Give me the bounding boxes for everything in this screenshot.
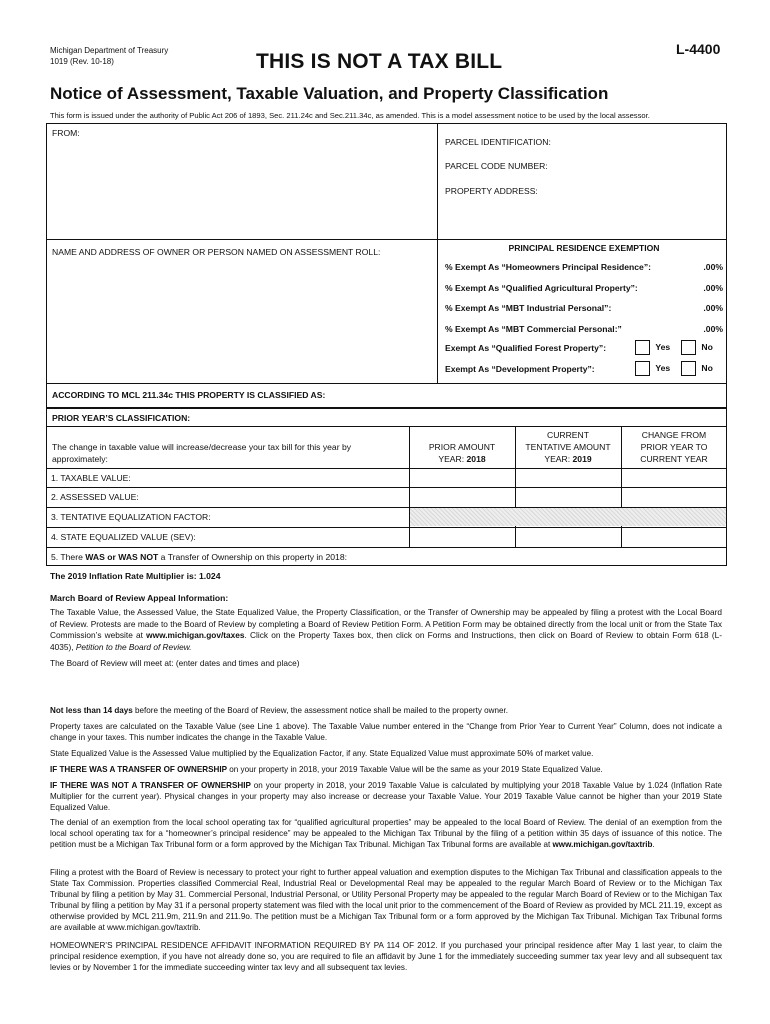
exemption-row <box>445 303 723 313</box>
note-14-days <box>50 705 722 716</box>
note-filing-protest: Filing a protest with the Board of Review is necessary to protect your right to further appeal valuation and exemption disputes to the Michigan Tax Tribunal and classification appeals to the State Tax Commission. Properties classified Commercial Real, Industrial Real or Developmental Real may be appealed to the regular March Board of Review or to the Michigan Tax Tribunal by filing a petition by May 31. Commercial Personal, Industrial Personal, or Utility Personal Property may be appealed to the regular March Board of Review or to the Michigan Tax Tribunal by filing a petition by May 31 if a personal property statement was filed with the local unit prior to the commencement of the Board of Review as provided by MCL 211.19, except as otherwise provided by MCL 211.9m, 211.9n and 211.9o. The petition must be a Michigan Tax Tribunal form or a form approved by the Michigan Tax Tribunal. Michigan Tax Tribunal forms are available at www.michigan.gov/taxtrib. <box>50 868 722 932</box>
inflation-rate-text: The 2019 Inflation Rate Multiplier is: 1.024 <box>50 571 221 581</box>
development-property-label: Exempt As “Development Property”: <box>445 364 595 374</box>
prior-amount-title: PRIOR AMOUNT <box>428 442 496 452</box>
top-box-divider <box>437 123 438 383</box>
board-meeting-text: The Board of Review will meet at: (enter dates and times and place) <box>50 658 300 668</box>
appeal-paragraph <box>50 607 722 653</box>
current-year-value: 2019 <box>572 454 592 464</box>
note-exemption-text: The denial of an exemption from the local school operating tax for “qualified agricultural properties” may be appealed to the local Board of Review. The denial of an exemption from the local school operating tax for a “homeowner’s principal residence” may be appealed to the Michigan Tax Tribunal by the filing of a petition within 35 days of issuance of this notice. The petition must be a Michigan Tax Tribunal form or a form approved by the Michigan Tax Tribunal. Michigan Tax Tribunal forms are available at <box>50 818 722 849</box>
appeal-heading: March Board of Review Appeal Information: <box>50 593 229 603</box>
owner-name-address-label: NAME AND ADDRESS OF OWNER OR PERSON NAMED ON ASSESSMENT ROLL: <box>52 247 381 257</box>
appeal-text-a: The Taxable Value, the Assessed Value, the State Equalized Value, the Property Classification, or the Transfer of Ownership may be appealed by filing a protest with the Local Board of Review. Protests are made to the Board of Review by completing a Board of Review Petition Form. A Petition Form may be obtained directly from the local unit or from the State Tax Commission’s website at <box>50 607 722 640</box>
from-label: FROM: <box>52 128 80 138</box>
current-amount-year-row <box>515 453 621 465</box>
note-14-days-bold: Not less than 14 days <box>50 706 133 715</box>
table-row-label: 4. STATE EQUALIZED VALUE (SEV): <box>51 532 196 542</box>
exemption-row-value: .00% <box>703 324 723 334</box>
exemption-row <box>445 324 723 334</box>
exemption-row-label: % Exempt As “Homeowners Principal Residence”: <box>445 262 651 272</box>
forest-no-label: No <box>701 341 713 352</box>
prior-amount-header <box>409 441 515 465</box>
petition-form-title: Petition to the Board of Review. <box>75 641 192 652</box>
forest-no-option <box>681 340 713 355</box>
change-header-line-3: CURRENT YEAR <box>640 454 708 464</box>
exemption-row-label: % Exempt As “Qualified Agricultural Property”: <box>445 283 638 293</box>
development-property-row <box>445 364 723 374</box>
transfer-row-suffix: a Transfer of Ownership on this property in 2018: <box>158 552 347 562</box>
transfer-of-ownership-row <box>46 547 726 566</box>
equalization-shaded-cells <box>410 508 726 526</box>
exemption-row <box>445 262 723 272</box>
forest-yes-option <box>635 340 670 355</box>
transfer-of-ownership-text <box>51 552 347 562</box>
note-sev: State Equalized Value is the Assessed Value multiplied by the Equalization Factor, if any. State Equalized Value must approximate 50% of market value. <box>50 749 594 758</box>
page-title: Notice of Assessment, Taxable Valuation, and Property Classification <box>50 84 609 103</box>
taxes-website-link[interactable]: www.michigan.gov/taxes <box>146 630 245 640</box>
form-number: L-4400 <box>676 41 721 57</box>
exemption-row <box>445 283 723 293</box>
prior-year-label: YEAR: <box>438 454 465 464</box>
parcel-identification-label: PARCEL IDENTIFICATION: <box>445 137 551 147</box>
classification-label: ACCORDING TO MCL 211.34c THIS PROPERTY IS CLASSIFIED AS: <box>52 390 326 400</box>
note-transfer-bold: IF THERE WAS A TRANSFER OF OWNERSHIP <box>50 765 228 774</box>
development-yes-checkbox[interactable] <box>635 361 650 376</box>
property-address-label: PROPERTY ADDRESS: <box>445 186 538 196</box>
taxtrib-link[interactable]: www.michigan.gov/taxtrib <box>552 840 653 849</box>
note-homeowner-affidavit: HOMEOWNER’S PRINCIPAL RESIDENCE AFFIDAVIT INFORMATION REQUIRED BY PA 114 OF 2012. If you purchased your principal residence after May 1 last year, to claim the principal residence exemption, if you have not already done so, you are required to file an affidavit by June 1 for the immediately succeeding summer tax year levy and all subsequent tax levies or by November 1 for the immediate succeeding winter tax levy and all subsequent tax levies. <box>50 941 722 972</box>
change-header-line-1: CHANGE FROM <box>641 430 707 440</box>
development-yes-label: Yes <box>655 362 671 373</box>
form-revision: 1019 (Rev. 10-18) <box>50 57 114 66</box>
current-amount-subtitle: TENTATIVE AMOUNT <box>525 442 611 452</box>
note-exemption-end: . <box>652 840 655 849</box>
table-row <box>46 527 726 546</box>
note-no-transfer-bold: IF THERE WAS NOT A TRANSFER OF OWNERSHIP <box>50 781 251 790</box>
forest-yes-checkbox[interactable] <box>635 340 650 355</box>
transfer-row-prefix: 5. There <box>51 552 86 562</box>
parcel-code-label: PARCEL CODE NUMBER: <box>445 161 548 171</box>
note-no-transfer-text: on your property in 2018, your 2019 Taxable Value is calculated by multiplying your 2018 Taxable Value by 1.024 (Inflation Rate Multiplier for the current year). Physical changes in your property may also increase or decrease your Taxable Value. Your 2019 Taxable Value cannot be higher than your 2019 State Equalized Value. <box>50 781 722 812</box>
note-transfer-text: on your property in 2018, your 2019 Taxable Value will be the same as your 2019 State Equalized Value. <box>227 765 603 774</box>
exemption-row-label: % Exempt As “MBT Industrial Personal”: <box>445 303 612 313</box>
current-amount-title: CURRENT <box>546 430 589 440</box>
transfer-row-bold: WAS or WAS NOT <box>85 552 159 562</box>
prior-classification-label: PRIOR YEAR’S CLASSIFICATION: <box>52 413 191 423</box>
table-header-top-line <box>46 426 727 427</box>
table-row <box>46 487 726 506</box>
note-no-transfer <box>50 780 722 813</box>
exemption-row-label: % Exempt As “MBT Commercial Personal:” <box>445 324 622 334</box>
qualified-forest-row <box>445 343 723 353</box>
agency-name: Michigan Department of Treasury <box>50 46 169 55</box>
change-header-line-2: PRIOR YEAR TO <box>640 442 708 452</box>
note-transfer <box>50 764 722 775</box>
development-yes-option <box>635 361 670 376</box>
note-exemption-denial <box>50 817 722 850</box>
exemption-row-value: .00% <box>703 262 723 272</box>
exemption-row-value: .00% <box>703 283 723 293</box>
classification-divider <box>46 383 727 384</box>
note-taxable-value: Property taxes are calculated on the Taxable Value (see Line 1 above). The Taxable Value number entered in the “Change from Prior Year to Current Year” Column, does not indicate a change in your taxes. This number indicates the change in the Taxable Value. <box>50 722 722 742</box>
prior-amount-year-row <box>409 453 515 465</box>
appeal-text-b: . Click on the Property Taxes box, then click on Forms and Instructions, then click on Board of Review to obtain Form 618 (L-4035), <box>50 630 722 652</box>
qualified-forest-label: Exempt As “Qualified Forest Property”: <box>445 343 607 353</box>
principal-residence-exemption-heading: PRINCIPAL RESIDENCE EXEMPTION <box>508 243 660 253</box>
forest-yes-label: Yes <box>655 341 671 352</box>
development-no-checkbox[interactable] <box>681 361 696 376</box>
table-row-label: 2. ASSESSED VALUE: <box>51 492 139 502</box>
tax-change-intro: The change in taxable value will increase/decrease your tax bill for this year by approximately: <box>52 442 352 464</box>
change-header <box>621 429 727 465</box>
agency-block <box>50 45 168 67</box>
current-amount-header <box>515 429 621 465</box>
development-no-label: No <box>701 362 713 373</box>
note-14-days-text: before the meeting of the Board of Review, the assessment notice shall be mailed to the property owner. <box>132 706 509 715</box>
from-owner-divider <box>46 239 727 240</box>
authority-statement: This form is issued under the authority of Public Act 206 of 1893, Sec. 211.24c and Sec.211.34c, as amended. This is a model assessment notice to be used by the local assessor. <box>50 111 650 120</box>
not-a-tax-bill-banner: THIS IS NOT A TAX BILL <box>256 50 503 73</box>
forest-no-checkbox[interactable] <box>681 340 696 355</box>
table-row-label: 1. TAXABLE VALUE: <box>51 473 131 483</box>
development-no-option <box>681 361 713 376</box>
exemption-row-value: .00% <box>703 303 723 313</box>
prior-year-value: 2018 <box>466 454 486 464</box>
table-row <box>46 468 726 487</box>
table-row-label: 3. TENTATIVE EQUALIZATION FACTOR: <box>51 512 211 522</box>
current-year-label: YEAR: <box>544 454 571 464</box>
